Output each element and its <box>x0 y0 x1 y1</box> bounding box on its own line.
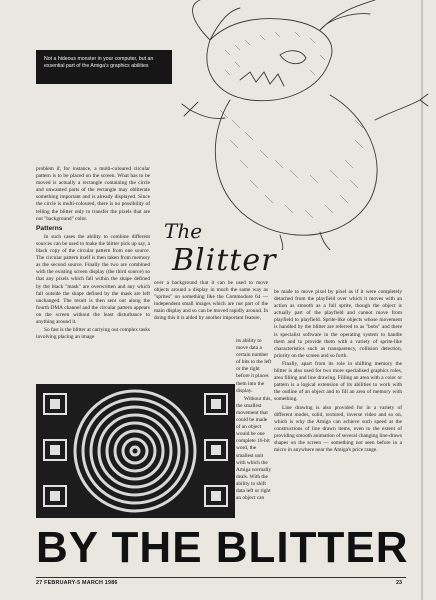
page-number: 23 <box>396 580 402 586</box>
paragraph: Line drawing is also provided for in a variety of different modes, solid, textured, inverse video and so on, which is why the Amiga can achieve such speed at the constructions of line drawn items, even to the extent of providing smooth animation of several changing line-draws shapes on the screen — something not seen before in a micro in anywhere near the Amiga's price range. <box>274 404 402 454</box>
subheading-patterns: Patterns <box>36 224 63 232</box>
intro-caption: Not a hideous monster in your computer, but an essential part of the Amiga's graphics abilities <box>36 50 172 84</box>
paragraph: over a background that it can be used to move objects around a display in much the same way as "sprites" on something like the Commodore 64 — independent small images which are not part of the main display and so can be moved rapidly around. In doing this it is aided by another important feature, <box>154 280 268 322</box>
article-column-middle <box>154 280 268 324</box>
paragraph: problem if, for instance, a multi-coloured circular pattern is to be placed on the screen. What has to be moved is actually a rectangle containing the circle and unwanted parts of the rectangle may obliterate something important and is already displayed. Since the circle is multi-coloured, there is no possibility of telling the blitter only to transfer the pixels that are not "background" color. <box>36 166 150 222</box>
headline: BY THE BLITTER <box>36 523 409 572</box>
concentric-circles-screen <box>36 384 235 518</box>
paragraph: be made to move pixel by pixel as if it were completely detached from the playfield over which it moves with an action as smooth as a full sprite, though the object is actually part of the playfield and cannot move from playfield to playfield. Sprite-like objects whose movement is handled by the blitter are referred to as "bobs" and there is specialist software in the operating system to handle them and to provide them with a variety of sprite-like characteristics such as transparency, collision detection, priority on the screen and so forth. <box>274 289 402 359</box>
paragraph: Without this, the smallest movement that could be made of an object would be one complete 16-bit word, the smallest unit with which the Amiga normally deals. With the ability to shift data left or right an object can <box>236 395 272 502</box>
footer-rule <box>36 577 406 578</box>
title-logo-line-1: The <box>164 219 203 243</box>
paragraph: In such cases the ability to combine different sources can be used to make the blitter pick up say, a black copy of the circular pattern from one source. The circular pattern itself is then taken from memory as the second source. Finally the two are combined with the existing screen display (the third source) so that any pixels which fall within the shape defined by the black "mask" are overwritten and any which fall outside the shape defined by the mask are left unchanged. The result is then sent out along the fourth DMA channel and the circular pattern appears on the screen without the least disturbance to anything around it. <box>36 233 150 325</box>
paragraph: So fast is the blitter at carrying out complex tasks involving placing an image <box>36 327 150 341</box>
article-column-left <box>36 166 150 342</box>
paragraph: Finally, apart from its role in shifting memory the blitter is also used for two more specialised graphics roles, area filling and line drawing. Filling an area with a color or pattern is a logical extension of its abilities to work with the outline of an object and to fill an area of memory with something. <box>274 360 402 403</box>
paragraph: its ability to move data a certain number of bits to the left or the right before it places them into the display. <box>236 338 272 394</box>
footer-date: 27 FEBRUARY-5 MARCH 1986 <box>36 580 118 586</box>
blitter-title-logo <box>158 214 278 278</box>
article-column-middle-narrow <box>236 338 272 503</box>
monster-illustration <box>170 0 430 250</box>
article-column-right <box>274 289 402 455</box>
title-logo-line-2: Blitter <box>172 243 277 278</box>
